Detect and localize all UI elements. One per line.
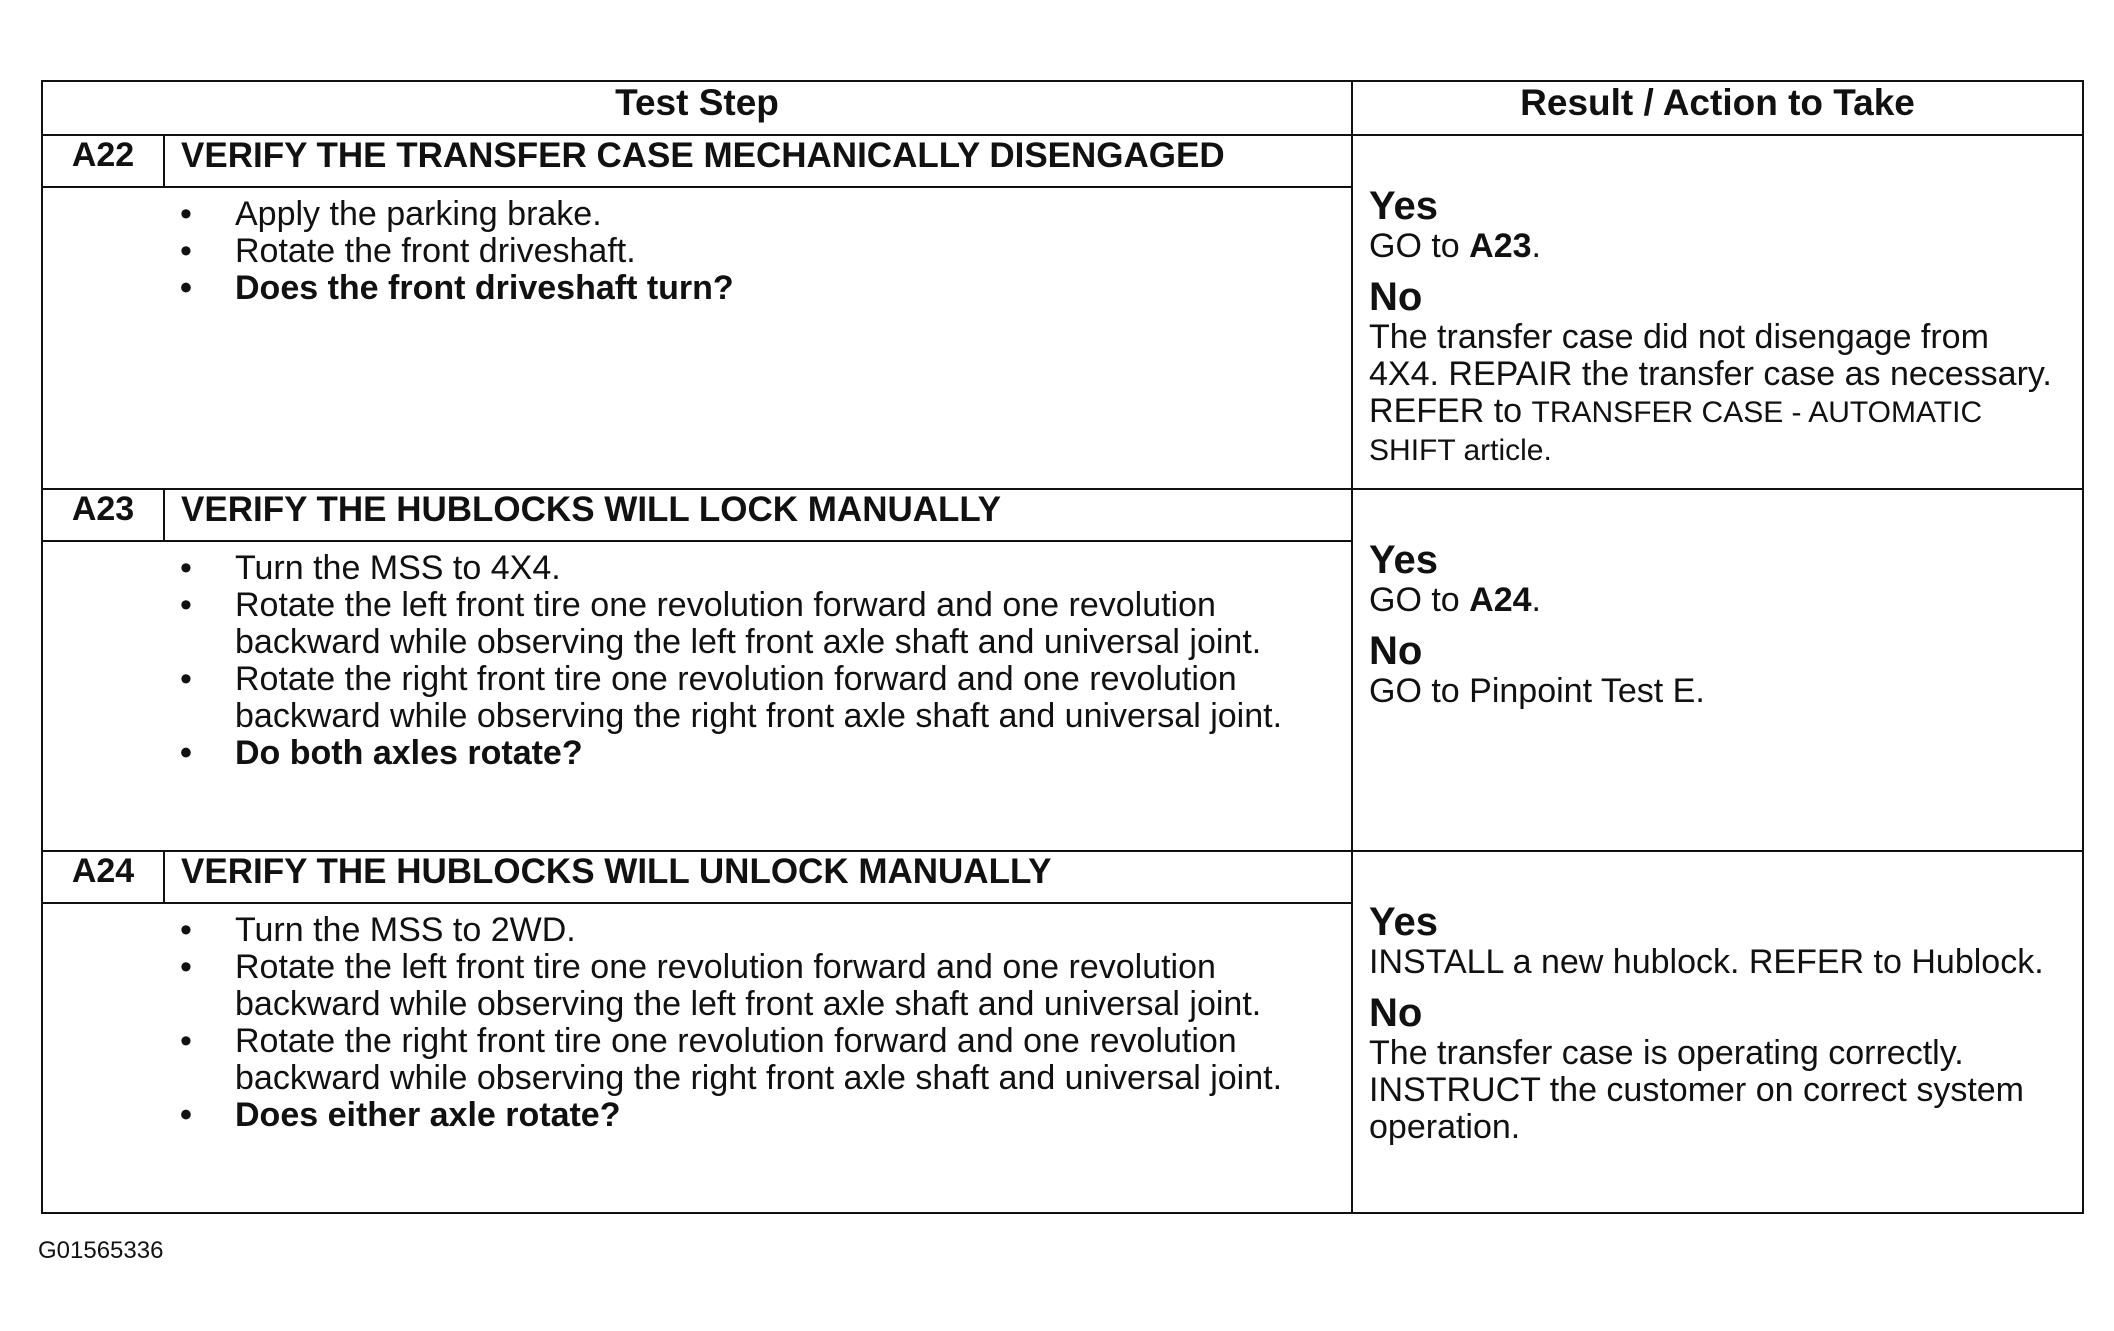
- yes-action: GO to A24.: [1369, 581, 1541, 619]
- result-cell: [1352, 851, 2083, 1213]
- step-link: A24: [1469, 581, 1532, 619]
- bullet-item: • Rotate the right front tire one revolution forward and one revolution backward while observing the right front axle shaft and universal joint.: [235, 1023, 1341, 1097]
- step-link: A23: [1469, 227, 1532, 265]
- bullet-list: [43, 550, 1341, 772]
- no-action: GO to Pinpoint Test E.: [1369, 672, 1705, 710]
- test-step-header: Test Step: [42, 81, 1352, 135]
- step-id: A22: [42, 135, 164, 187]
- bullet-item: • Rotate the front driveshaft.: [235, 233, 1341, 270]
- step-id: A24: [42, 851, 164, 903]
- result-header: Result / Action to Take: [1352, 81, 2083, 135]
- step-body: [42, 541, 1352, 851]
- bullet-item: • Apply the parking brake.: [235, 196, 1341, 233]
- yes-label: Yes: [1369, 538, 1438, 582]
- step-body: [42, 903, 1352, 1213]
- step-title: VERIFY THE HUBLOCKS WILL UNLOCK MANUALLY: [164, 851, 1352, 903]
- step-question: • Does either axle rotate?: [235, 1097, 1341, 1134]
- no-action: The transfer case did not disengage from 4X4. REPAIR the transfer case as necessary. REFER to TRANSFER CASE - AUTOMATIC SHIFT article.: [1369, 318, 2052, 467]
- bullet-item: • Rotate the left front tire one revolution forward and one revolution backward while observing the left front axle shaft and universal joint.: [235, 587, 1341, 661]
- no-action: The transfer case is operating correctly. INSTRUCT the customer on correct system operation.: [1369, 1034, 2024, 1146]
- no-label: No: [1369, 275, 1423, 319]
- bullet-item: • Rotate the right front tire one revolution forward and one revolution backward while observing the right front axle shaft and universal joint.: [235, 661, 1341, 735]
- step-id: A23: [42, 489, 164, 541]
- yes-label: Yes: [1369, 184, 1438, 228]
- bullet-list: [43, 196, 1341, 307]
- no-label: No: [1369, 629, 1423, 673]
- bullet-list: [43, 912, 1341, 1134]
- step-title: VERIFY THE HUBLOCKS WILL LOCK MANUALLY: [164, 489, 1352, 541]
- step-title-row: [42, 489, 2083, 541]
- yes-action: GO to A23.: [1369, 227, 1541, 265]
- result-cell: [1352, 135, 2083, 489]
- step-title: VERIFY THE TRANSFER CASE MECHANICALLY DISENGAGED: [164, 135, 1352, 187]
- result-cell: [1352, 489, 2083, 851]
- step-title-row: [42, 135, 2083, 187]
- step-question: • Do both axles rotate?: [235, 735, 1341, 772]
- step-question: • Does the front driveshaft turn?: [235, 270, 1341, 307]
- bullet-item: • Turn the MSS to 4X4.: [235, 550, 1341, 587]
- no-label: No: [1369, 991, 1423, 1035]
- figure-id: G01565336: [38, 1237, 164, 1264]
- yes-action: INSTALL a new hublock. REFER to Hublock.: [1369, 943, 2044, 981]
- step-title-row: [42, 851, 2083, 903]
- bullet-item: • Turn the MSS to 2WD.: [235, 912, 1341, 949]
- yes-label: Yes: [1369, 900, 1438, 944]
- bullet-item: • Rotate the left front tire one revolution forward and one revolution backward while observing the left front axle shaft and universal joint.: [235, 949, 1341, 1023]
- header-row: [42, 81, 2083, 135]
- article-reference: TRANSFER CASE - AUTOMATIC SHIFT article.: [1369, 396, 1983, 467]
- diagnostic-table: [41, 80, 2084, 1214]
- step-body: [42, 187, 1352, 489]
